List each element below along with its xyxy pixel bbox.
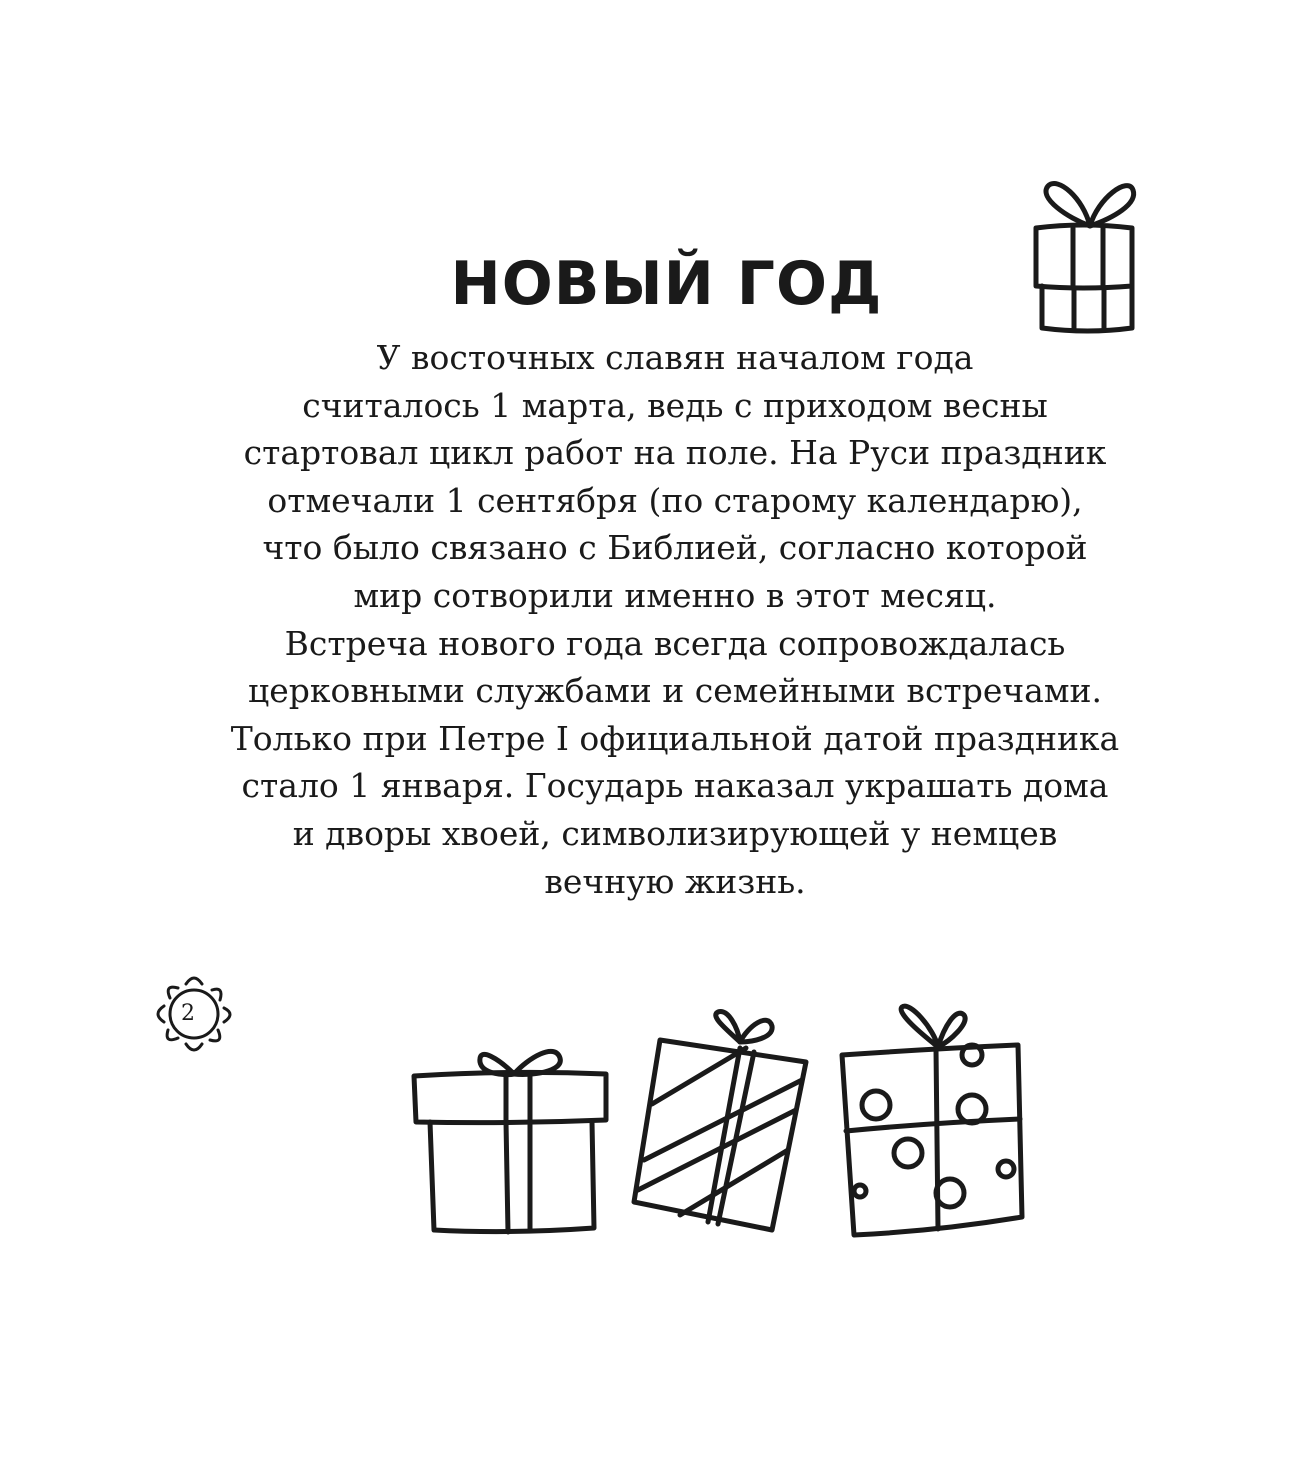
body-line: мир сотворили именно в этот месяц. bbox=[353, 575, 997, 615]
body-line: отмечали 1 сентября (по старому календарю), bbox=[267, 480, 1083, 520]
body-line: считалось 1 марта, ведь с приходом весны bbox=[302, 385, 1048, 425]
body-line: вечную жизнь. bbox=[544, 861, 806, 901]
body-line: что было связано с Библией, согласно которой bbox=[262, 528, 1088, 568]
body-line: Встреча нового года всегда сопровождалась bbox=[284, 623, 1066, 663]
body-text bbox=[100, 334, 1250, 905]
body-line: стартовал цикл работ на поле. На Руси праздник bbox=[243, 433, 1107, 473]
body-line: и дворы хвоей, символизирующей у немцев bbox=[292, 813, 1058, 853]
body-line: Только при Петре I официальной датой праздника bbox=[230, 718, 1120, 758]
page-title: НОВЫЙ ГОД bbox=[450, 249, 883, 319]
body-line: У восточных славян началом года bbox=[376, 338, 974, 377]
body-line: стало 1 января. Государь наказал украшать дома bbox=[241, 766, 1109, 806]
page-number: 2 bbox=[181, 1001, 195, 1026]
body-line: церковными службами и семейными встречами. bbox=[248, 671, 1102, 711]
gift-ribbon-icon bbox=[410, 1040, 610, 1240]
gift-dotted-icon bbox=[838, 1005, 1028, 1245]
gift-striped-icon bbox=[630, 1010, 820, 1230]
